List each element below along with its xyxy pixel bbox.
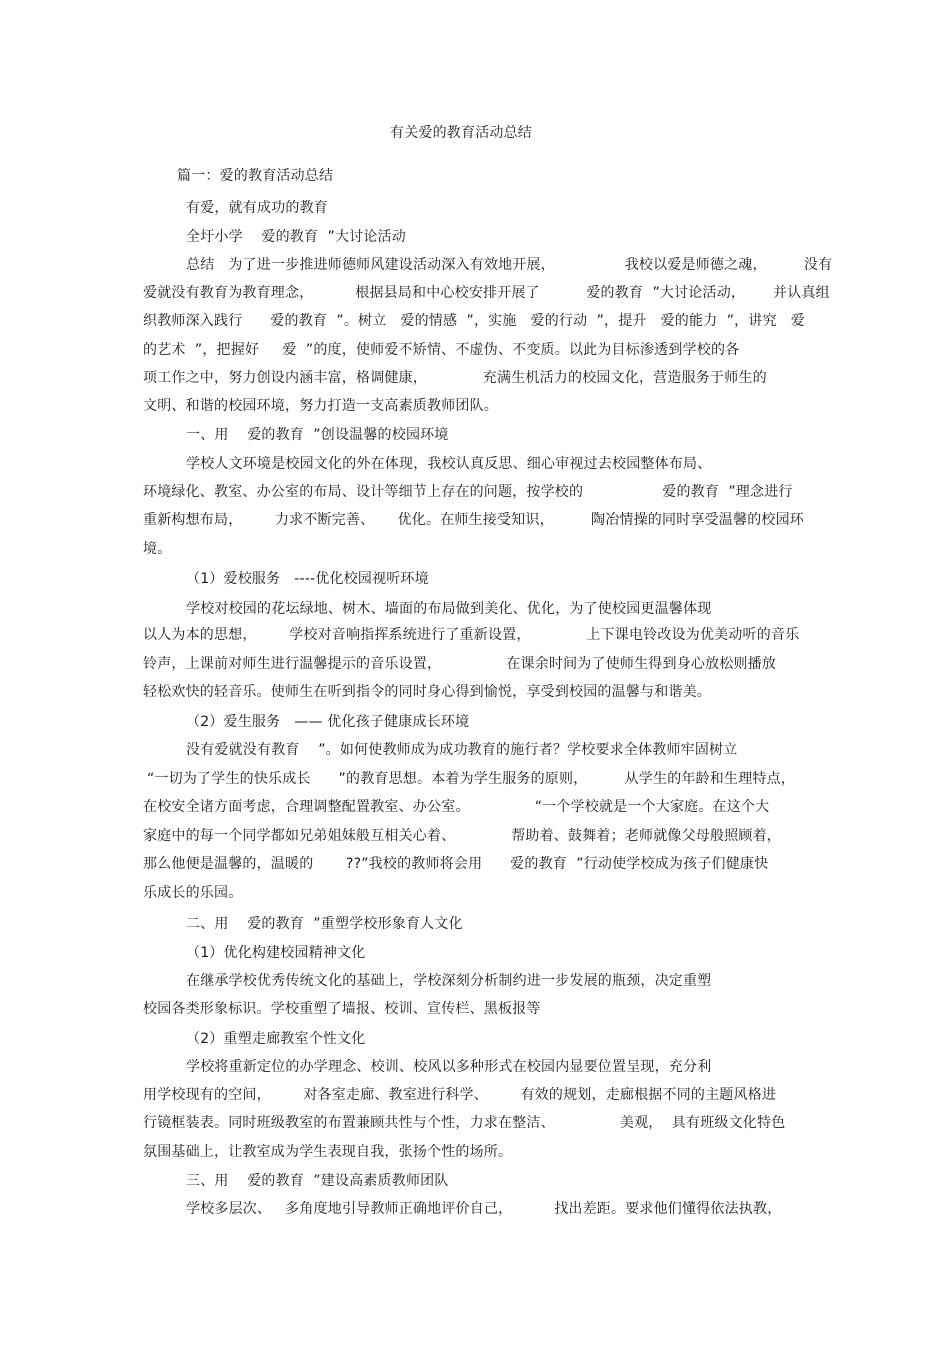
subsection-heading: （2）爱生服务 —— 优化孩子健康成长环境 (186, 714, 470, 730)
paragraph-line: 学校人文环境是校园文化的外在体现，我校认真反思、细心审视过去校园整体布局、 (186, 456, 712, 472)
paragraph-line: 织教师深入践行 爱的教育 ”。树立 爱的情感 ”，实施 爱的行动 ”，提升 爱的能力 ”，讲究 爱 (143, 313, 805, 329)
section-heading: 篇一：爱的教育活动总结 (177, 168, 334, 184)
paragraph-line: 轻松欢快的轻音乐。使师生在听到指令的同时身心得到愉悦，享受到校园的温馨与和谐美。 (143, 684, 711, 700)
section-heading: 一、用 爱的教育 ”创设温馨的校园环境 (186, 427, 449, 443)
paragraph-line: 学校将重新定位的办学理念、校训、校风以多种形式在校园内显要位置呈现，充分利 (186, 1059, 712, 1075)
section-heading: 三、用 爱的教育 ”建设高素质教师团队 (186, 1173, 449, 1189)
paragraph-line: 用学校现有的空间， 对各室走廊、教室进行科学、 有效的规划，走廊根据不同的主题风格进 (143, 1087, 777, 1103)
paragraph-line: 乐成长的乐园。 (143, 885, 243, 901)
paragraph-line: “一切为了学生的快乐成长 ”的教育思想。本着为学生服务的原则， 从学生的年龄和生理特点， (147, 771, 796, 787)
paragraph-line: 学校多层次、 多角度地引导教师正确地评价自己， 找出差距。要求他们懂得依法执教， (186, 1201, 782, 1217)
subsection-heading: （1）爱校服务 ----优化校园视听环境 (186, 571, 429, 587)
paragraph-line: 总结 为了进一步推进师德师风建设活动深入有效地开展， 我校以爱是师德之魂， 没有 (186, 257, 833, 273)
paragraph-line: 在校安全诸方面考虑，合理调整配置教室、办公室。 “一个学校就是一个大家庭。在这个大 (143, 799, 770, 815)
section-heading: 二、用 爱的教育 ”重塑学校形象育人文化 (186, 916, 463, 932)
paragraph-line: 文明、和谐的校园环境，努力打造一支高素质教师团队。 (143, 398, 498, 414)
paragraph-line: 没有爱就没有教育 ”。如何使教师成为成功教育的施行者？学校要求全体教师牢固树立 (186, 742, 738, 758)
subsection-heading: （2）重塑走廊教室个性文化 (186, 1031, 366, 1047)
paragraph-line: 行镜框装表。同时班级教室的布置兼顾共性与个性，力求在整洁、 美观， 具有班级文化特色 (143, 1115, 786, 1131)
paragraph-line: 的艺术 ”，把握好 爱 ”的度，使师爱不矫情、不虚伪、不变质。以此为目标渗透到学校的各 (143, 342, 740, 358)
subtitle: 有爱，就有成功的教育 (186, 200, 328, 216)
paragraph-line: 铃声，上课前对师生进行温馨提示的音乐设置， 在课余时间为了使师生得到身心放松则播放 (143, 656, 777, 672)
paragraph-line: 环境绿化、教室、办公室的布局、设计等细节上存在的问题，按学校的 爱的教育 ”理念进行 (143, 484, 793, 500)
paragraph-line: 以人为本的思想， 学校对音响指挥系统进行了重新设置， 上下课电铃改设为优美动听的音乐 (143, 627, 800, 643)
paragraph-line: 重新构想布局， 力求不断完善、 优化。在师生接受知识， 陶冶情操的同时享受温馨的校园环 (143, 512, 805, 528)
subtitle: 全圩小学 爱的教育 ”大讨论活动 (186, 229, 406, 245)
paragraph-line: 在继承学校优秀传统文化的基础上，学校深刻分析制约进一步发展的瓶颈，决定重塑 (186, 973, 712, 989)
subsection-heading: （1）优化构建校园精神文化 (186, 945, 366, 961)
paragraph-line: 氛围基础上，让教室成为学生表现自我，张扬个性的场所。 (143, 1144, 513, 1160)
paragraph-line: 学校对校园的花坛绿地、树木、墙面的布局做到美化、优化，为了使校园更温馨体现 (186, 601, 712, 617)
paragraph-line: 爱就没有教育为教育理念， 根据县局和中心校安排开展了 爱的教育 ”大讨论活动， 并认真组 (143, 285, 830, 301)
paragraph-line: 项工作之中，努力创设内涵丰富，格调健康， 充满生机活力的校园文化，营造服务于师生的 (143, 370, 767, 386)
paragraph-line: 那么他便是温馨的，温暖的 ??”我校的教师将会用 爱的教育 ”行动使学校成为孩子们健康快 (143, 856, 769, 872)
paragraph-line: 境。 (143, 541, 172, 557)
document-title: 有关爱的教育活动总结 (390, 125, 532, 141)
paragraph-line: 家庭中的每一个同学都如兄弟姐妹般互相关心着、 帮助着、鼓舞着；老师就像父母般照顾着， (143, 828, 781, 844)
paragraph-line: 校园各类形象标识。学校重塑了墙报、校训、宣传栏、黑板报等 (143, 1001, 541, 1017)
